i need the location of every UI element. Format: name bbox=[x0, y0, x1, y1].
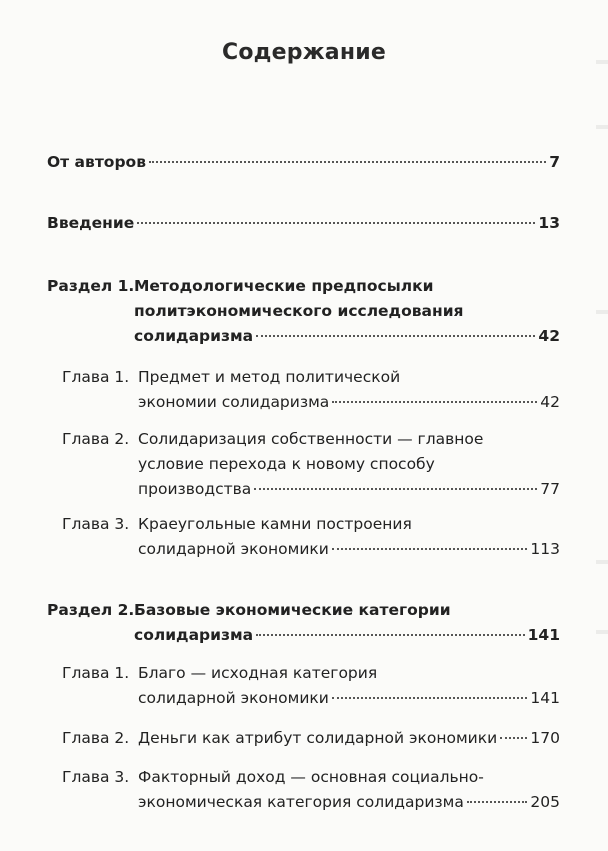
toc-section-label: Раздел 1. bbox=[47, 277, 135, 295]
dot-leader bbox=[137, 222, 535, 224]
page-title: Содержание bbox=[222, 40, 386, 65]
toc-section-label: Раздел 2. bbox=[47, 601, 135, 619]
bleed-mark bbox=[596, 560, 608, 564]
toc-entry-last-line bbox=[138, 686, 560, 711]
toc-entry-line: Методологические предпосылки bbox=[134, 277, 434, 295]
bleed-mark bbox=[596, 125, 608, 129]
toc-entry-title: солидарной экономики bbox=[138, 540, 329, 558]
toc-entry-last-line bbox=[138, 726, 560, 751]
dot-leader bbox=[500, 737, 527, 739]
toc-entry-last-line bbox=[138, 537, 560, 562]
toc-page-number: 13 bbox=[538, 214, 560, 232]
toc-entry-from-authors[interactable] bbox=[47, 150, 560, 175]
toc-entry-line: Краеугольные камни построения bbox=[138, 515, 412, 533]
toc-entry-line: Базовые экономические категории bbox=[134, 601, 451, 619]
toc-entry-section-2[interactable] bbox=[47, 598, 560, 650]
toc-entry-line: Солидаризация собственности — главное bbox=[138, 430, 484, 448]
dot-leader bbox=[149, 161, 546, 163]
toc-entry-title: экономическая категория солидаризма bbox=[138, 793, 464, 811]
toc-entry-chapter-1-2[interactable] bbox=[62, 427, 560, 505]
toc-chapter-label: Глава 1. bbox=[62, 368, 130, 386]
toc-entry-line: политэкономического исследования bbox=[134, 302, 464, 320]
toc-entry-chapter-2-3[interactable] bbox=[62, 765, 560, 817]
toc-entry-line: Факторный доход — основная социально- bbox=[138, 768, 484, 786]
toc-page-number: 42 bbox=[540, 393, 560, 411]
toc-chapter-label: Глава 3. bbox=[62, 768, 130, 786]
toc-page-number: 141 bbox=[527, 626, 560, 644]
toc-entry-title: экономии солидаризма bbox=[138, 393, 330, 411]
toc-entry-chapter-1-3[interactable] bbox=[62, 512, 560, 564]
toc-page-number: 42 bbox=[538, 327, 560, 345]
toc-page-number: 141 bbox=[530, 689, 560, 707]
bleed-mark bbox=[596, 630, 608, 634]
toc-entry-title: солидарной экономики bbox=[138, 689, 329, 707]
toc-entry-chapter-2-1[interactable] bbox=[62, 661, 560, 713]
toc-entry-title: солидаризма bbox=[134, 626, 254, 644]
dot-leader bbox=[254, 488, 537, 490]
dot-leader bbox=[332, 401, 537, 403]
toc-entry-last-line bbox=[134, 324, 560, 349]
toc-page-number: 7 bbox=[549, 153, 560, 171]
toc-entry-title: производства bbox=[138, 480, 252, 498]
toc-entry-title: Деньги как атрибут солидарной экономики bbox=[138, 729, 498, 747]
toc-entry-section-1[interactable] bbox=[47, 274, 560, 354]
dot-leader bbox=[467, 801, 528, 803]
toc-chapter-label: Глава 2. bbox=[62, 729, 130, 747]
toc-entry-chapter-2-2[interactable] bbox=[62, 726, 560, 752]
toc-entry-line: условие перехода к новому способу bbox=[138, 455, 435, 473]
toc-entry-last-line bbox=[134, 623, 560, 648]
dot-leader bbox=[332, 548, 528, 550]
toc-entry-last-line bbox=[138, 790, 560, 815]
toc-entry-last-line bbox=[138, 390, 560, 415]
bleed-mark bbox=[596, 310, 608, 314]
toc-entry-line: Благо — исходная категория bbox=[138, 664, 378, 682]
toc-entry-last-line bbox=[47, 150, 560, 175]
dot-leader bbox=[256, 335, 535, 337]
toc-chapter-label: Глава 2. bbox=[62, 430, 130, 448]
toc-entry-line: Предмет и метод политической bbox=[138, 368, 401, 386]
bleed-mark bbox=[596, 60, 608, 64]
toc-page-number: 113 bbox=[530, 540, 560, 558]
dot-leader bbox=[332, 697, 528, 699]
toc-entry-title: Введение bbox=[47, 214, 135, 232]
toc-page-number: 205 bbox=[530, 793, 560, 811]
toc-chapter-label: Глава 3. bbox=[62, 515, 130, 533]
toc-entry-chapter-1-1[interactable] bbox=[62, 365, 560, 417]
toc-entry-title: От авторов bbox=[47, 153, 147, 171]
toc-entry-last-line bbox=[47, 211, 560, 236]
toc-entry-last-line bbox=[138, 477, 560, 502]
toc-entry-title: солидаризма bbox=[134, 327, 254, 345]
dot-leader bbox=[256, 634, 525, 636]
toc-chapter-label: Глава 1. bbox=[62, 664, 130, 682]
toc-entry-introduction[interactable] bbox=[47, 211, 560, 236]
toc-page-number: 170 bbox=[530, 729, 560, 747]
toc-page-number: 77 bbox=[540, 480, 560, 498]
